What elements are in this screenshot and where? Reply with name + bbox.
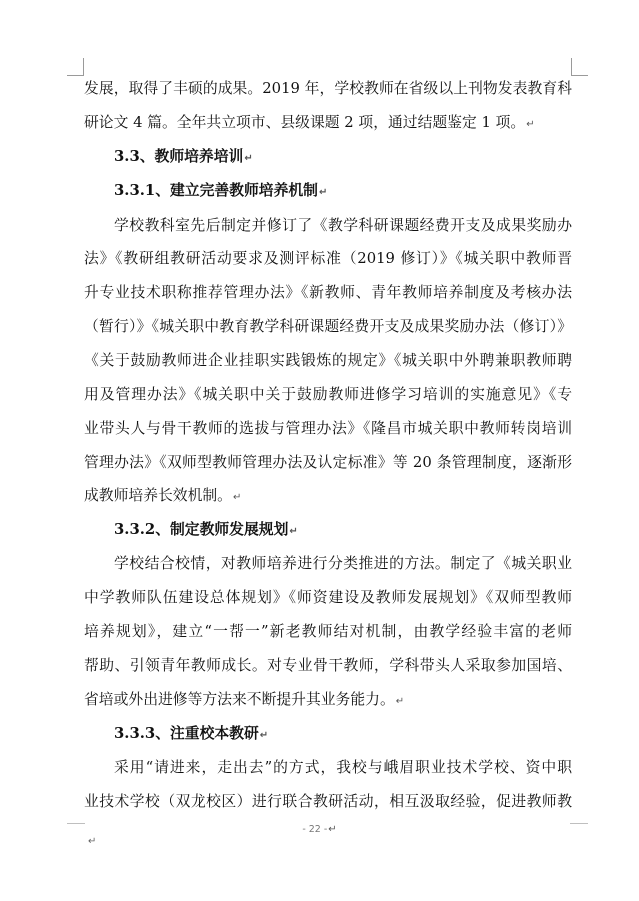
body-line: 管理办法》《双师型教师管理办法及认定标准》等 20 条管理制度，逐渐形 xyxy=(84,454,572,471)
subsection-heading: 3.3.1、建立完善教师培养机制↵ xyxy=(114,182,328,199)
section-heading: 3.3、教师培养培训↵ xyxy=(114,148,253,165)
page-number: - 22 -↵ xyxy=(302,824,337,835)
body-line: 培养规划》，建立“一帮一”新老教师结对机制，由教学经验丰富的老师 xyxy=(84,623,572,640)
body-line: 成教师培养长效机制。↵ xyxy=(84,487,242,504)
body-line: 帮助、引领青年教师成长。对专业骨干教师，学科带头人采取参加国培、 xyxy=(84,657,572,674)
crop-mark-top-left xyxy=(67,75,84,76)
paragraph-mark: ↵ xyxy=(88,836,97,847)
body-line: 《关于鼓励教师进企业挂职实践锻炼的规定》《城关职中外聘兼职教师聘 xyxy=(84,352,572,369)
body-line: 升专业技术职称推荐管理办法》《新教师、青年教师培养制度及考核办法 xyxy=(84,284,572,301)
body-line: 业技术学校（双龙校区）进行联合教研活动，相互汲取经验，促进教师教 xyxy=(84,793,572,810)
body-line: 业带头人与骨干教师的选拔与管理办法》《隆昌市城关职中教师转岗培训 xyxy=(84,420,572,437)
body-line: （暂行）》《城关职中教育教学科研课题经费开支及成果奖励办法（修订）》 xyxy=(84,318,572,335)
crop-mark-top-left xyxy=(83,58,84,76)
crop-mark-top-right xyxy=(571,58,572,76)
body-line: 法》《教研组教研活动要求及测评标准（2019 修订）》《城关职中教师晋 xyxy=(84,250,572,267)
subsection-heading: 3.3.3、注重校本教研↵ xyxy=(114,725,269,742)
body-line: 中学教师队伍建设总体规划》《师资建设及教师发展规划》《双师型教师 xyxy=(84,589,572,606)
crop-mark-top-right xyxy=(571,75,588,76)
body-line: 用及管理办法》《城关职中关于鼓励教师进修学习培训的实施意见》《专 xyxy=(84,386,572,403)
subsection-heading: 3.3.2、制定教师发展规划↵ xyxy=(114,521,298,538)
body-line: 研论文 4 篇。全年共立项市、县级课题 2 项，通过结题鉴定 1 项。↵ xyxy=(84,114,535,131)
body-line: 学校结合校情，对教师培养进行分类推进的方法。制定了《城关职业 xyxy=(114,555,572,572)
body-line: 发展，取得了丰硕的成果。2019 年，学校教师在省级以上刊物发表教育科 xyxy=(84,80,572,97)
body-line: 学校教科室先后制定并修订了《教学科研课题经费开支及成果奖励办 xyxy=(114,217,572,234)
body-line: 采用“请进来，走出去”的方式，我校与峨眉职业技术学校、资中职 xyxy=(114,759,572,776)
body-line: 省培或外出进修等方法来不断提升其业务能力。↵ xyxy=(84,691,405,708)
